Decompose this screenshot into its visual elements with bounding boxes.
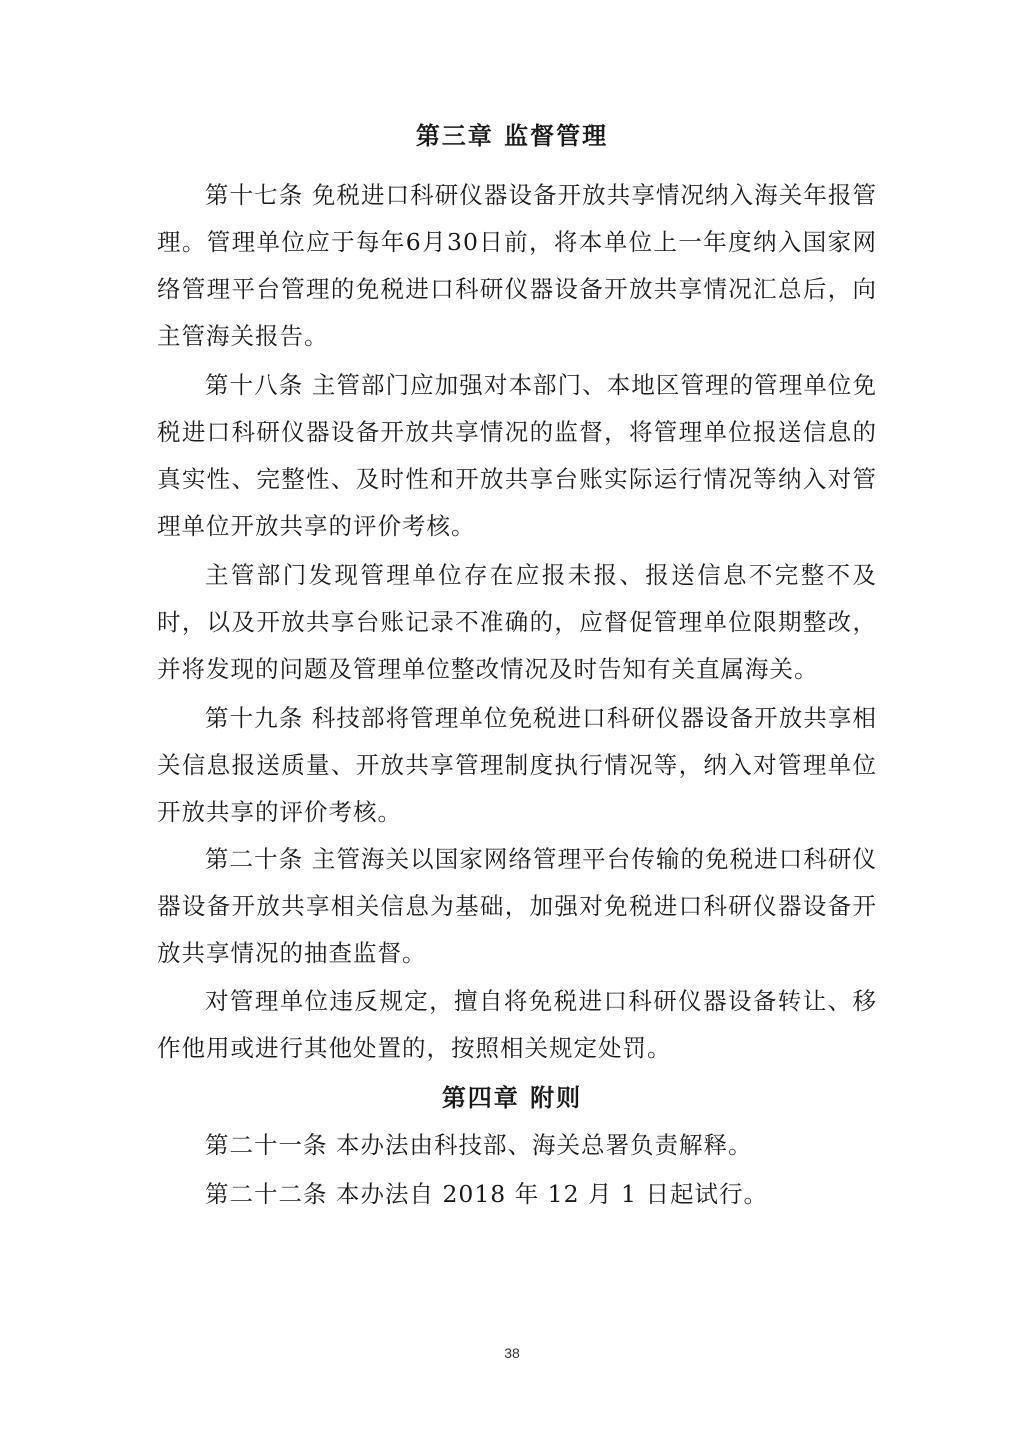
- article-17-paragraph: 第十七条 免税进口科研仪器设备开放共享情况纳入海关年报管理。管理单位应于每年6月30日前，将本单位上一年度纳入国家网 络管理平台管理的免税进口科研仪器设备开放共享情况汇总后，向主管海关报告。: [157, 181, 877, 350]
- article-18-paragraph: 第十八条 主管部门应加强对本部门、本地区管理的管理单位免税进口科研仪器设备开放共享情况的监督，将管理单位报送信息的真实性、完整性、及时性和开放共享台账实际运行情况等纳入对管理单位开放共享的评价考核。: [157, 371, 877, 540]
- penalty-paragraph: 对管理单位违反规定，擅自将免税进口科研仪器设备转让、移作他用或进行其他处置的，按照相关规定处罚。: [157, 987, 877, 1062]
- article-18-supplement-paragraph: 主管部门发现管理单位存在应报未报、报送信息不完整不及时，以及开放共享台账记录不准确的，应督促管理单位限期整改，并将发现的问题及管理单位整改情况及时告知有关直属海关。: [157, 561, 877, 683]
- page-number: 38: [504, 1345, 520, 1361]
- chapter-4-heading: 第四章 附则: [441, 1084, 583, 1112]
- chapter-3-heading: 第三章 监督管理: [415, 122, 609, 150]
- article-21-paragraph: 第二十一条 本办法由科技部、海关总署负责解释。: [205, 1131, 753, 1159]
- article-19-paragraph: 第十九条 科技部将管理单位免税进口科研仪器设备开放共享相关信息报送质量、开放共享管理制度执行情况等，纳入对管理单位开放共享的评价考核。: [157, 704, 877, 826]
- article-22-paragraph: 第二十二条 本办法自 2018 年 12 月 1 日起试行。: [205, 1180, 768, 1208]
- article-20-paragraph: 第二十条 主管海关以国家网络管理平台传输的免税进口科研仪器设备开放共享相关信息为基础，加强对免税进口科研仪器设备开放共享情况的抽查监督。: [157, 845, 877, 967]
